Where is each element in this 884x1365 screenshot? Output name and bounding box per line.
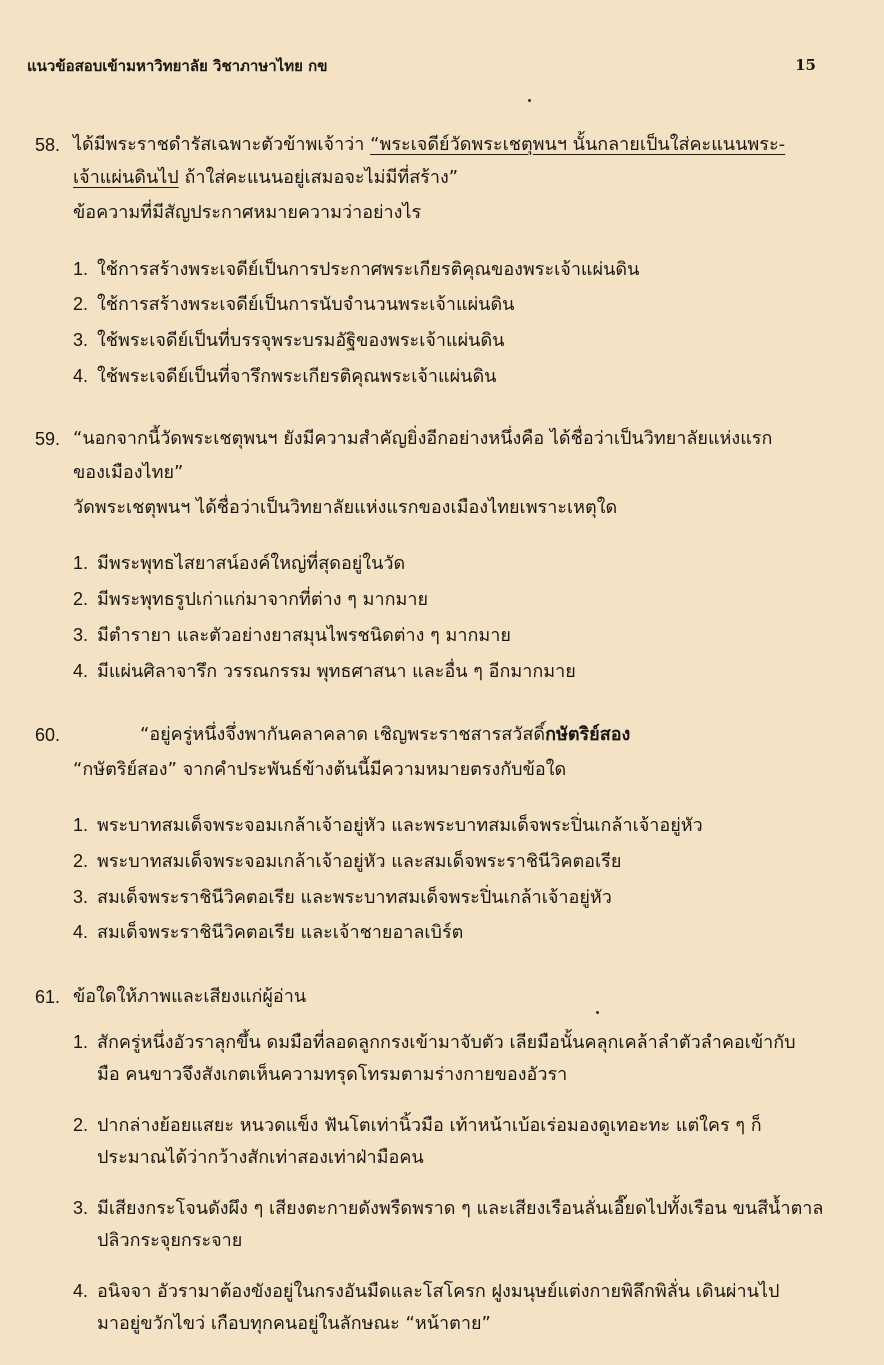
option-number: 4.	[73, 922, 89, 942]
question-stem-line	[73, 132, 785, 158]
underlined-phrase: “พระเจดีย์วัดพระเชตุพนฯ นั้นกลายเป็นใส่คะแนนพระ-	[370, 134, 786, 155]
answer-option	[73, 291, 514, 318]
option-text: ใช้การสร้างพระเจดีย์เป็นการนับจำนวนพระเจ้าแผ่นดิน	[97, 294, 515, 315]
page-number: 15	[795, 56, 816, 74]
option-number: 2.	[73, 1115, 89, 1135]
answer-option	[73, 658, 576, 685]
bold-phrase: กษัตริย์สอง	[545, 724, 631, 745]
option-text: พระบาทสมเด็จพระจอมเกล้าเจ้าอยู่หัว และสมเด็จพระราชินีวิคตอเรีย	[97, 851, 622, 872]
option-text: มีพระพุทธรูปเก่าแก่มาจากที่ต่าง ๆ มากมาย	[97, 589, 429, 610]
question-number: 59.	[35, 429, 61, 449]
stem-text: ถ้าใส่คะแนนอยู่เสมอจะไม่มีที่สร้าง”	[178, 167, 459, 188]
answer-option	[73, 884, 612, 911]
option-text: ใช้การสร้างพระเจดีย์เป็นการประกาศพระเกียรติคุณของพระเจ้าแผ่นดิน	[97, 259, 640, 280]
question-stem-line: ของเมืองไทย”	[73, 462, 184, 483]
stem-text: ได้มีพระราชดำรัสเฉพาะตัวข้าพเจ้าว่า	[73, 134, 371, 155]
question-prompt: วัดพระเชตุพนฯ ได้ชื่อว่าเป็นวิทยาลัยแห่งแรกของเมืองไทยเพราะเหตุใด	[73, 497, 618, 518]
option-line	[73, 1195, 823, 1222]
option-line	[73, 1112, 762, 1139]
answer-option	[73, 586, 428, 613]
answer-option	[73, 812, 703, 839]
option-number: 4.	[73, 366, 89, 386]
question-stem-line: “นอกจากนี้วัดพระเชตุพนฯ ยังมีความสำคัญยิ่งอีกอย่างหนึ่งคือ ได้ชื่อว่าเป็นวิทยาลัยแห่งแรก	[73, 428, 773, 449]
running-header-title: แนวข้อสอบเข้ามหาวิทยาลัย วิชาภาษาไทย กข	[27, 57, 328, 75]
option-number: 3.	[73, 625, 89, 645]
answer-option	[73, 256, 639, 283]
option-number: 3.	[73, 330, 89, 350]
question-stem-line	[140, 722, 630, 748]
option-number: 1.	[73, 553, 89, 573]
question-prompt: ข้อความที่มีสัญประกาศหมายความว่าอย่างไร	[73, 202, 422, 223]
option-text: สมเด็จพระราชินีวิคตอเรีย และเจ้าชายอาลเบิร์ต	[97, 922, 464, 943]
option-text: มีพระพุทธไสยาสน์องค์ใหญ่ที่สุดอยู่ในวัด	[97, 553, 406, 574]
option-line: ปลิวกระจุยกระจาย	[97, 1230, 243, 1251]
option-text: ปากล่างย้อยแสยะ หนวดแข็ง ฟันโตเท่านิ้วมือ เท้าหน้าเบ้อเร่อมองดูเทอะทะ แต่ใคร ๆ ก็	[97, 1115, 762, 1136]
option-line: มือ คนขาวจึงสังเกตเห็นความทรุดโทรมตามร่างกายของอัวรา	[97, 1064, 568, 1085]
print-speck	[528, 99, 531, 102]
option-text: พระบาทสมเด็จพระจอมเกล้าเจ้าอยู่หัว และพระบาทสมเด็จพระปิ่นเกล้าเจ้าอยู่หัว	[97, 815, 703, 836]
option-number: 1.	[73, 815, 89, 835]
option-text: อนิจจา อัวรามาต้องขังอยู่ในกรงอันมืดและโสโครก ฝูงมนุษย์แต่งกายพิลึกพิลั่น เดินผ่านไป	[97, 1281, 780, 1302]
option-number: 2.	[73, 589, 89, 609]
option-number: 2.	[73, 851, 89, 871]
question-stem-line	[73, 165, 458, 191]
question-number: 60.	[35, 725, 61, 745]
answer-option	[73, 363, 496, 390]
answer-option	[73, 550, 405, 577]
option-line: มาอยู่ขวักไขว่ เกือบทุกคนอยู่ในลักษณะ “หน้าตาย”	[97, 1313, 491, 1334]
option-line	[73, 1278, 779, 1305]
option-text: สมเด็จพระราชินีวิคตอเรีย และพระบาทสมเด็จพระปิ่นเกล้าเจ้าอยู่หัว	[97, 887, 612, 908]
option-text: มีแผ่นศิลาจารึก วรรณกรรม พุทธศาสนา และอื่น ๆ อีกมากมาย	[97, 661, 576, 682]
option-number: 1.	[73, 259, 89, 279]
print-speck	[596, 1011, 599, 1014]
option-number: 3.	[73, 887, 89, 907]
underlined-phrase: เจ้าแผ่นดินไป	[73, 167, 179, 188]
question-prompt: “กษัตริย์สอง” จากคำประพันธ์ข้างต้นนี้มีความหมายตรงกับข้อใด	[73, 759, 567, 780]
answer-option	[73, 919, 463, 946]
question-number: 61.	[35, 987, 61, 1007]
answer-option	[73, 622, 511, 649]
question-prompt: ข้อใดให้ภาพและเสียงแก่ผู้อ่าน	[73, 986, 307, 1007]
option-number: 4.	[73, 1281, 89, 1301]
option-text: มีตำรายา และตัวอย่างยาสมุนไพรชนิดต่าง ๆ มากมาย	[97, 625, 511, 646]
option-text: สักครู่หนึ่งอัวราลุกขึ้น ดมมือที่ลอดลูกกรงเข้ามาจับตัว เลียมือนั้นคลุกเคล้าลำตัวลำคอเข้ากับ	[97, 1032, 796, 1053]
option-line	[73, 1029, 796, 1056]
option-number: 4.	[73, 661, 89, 681]
answer-option	[73, 327, 504, 354]
option-text: ใช้พระเจดีย์เป็นที่บรรจุพระบรมอัฐิของพระเจ้าแผ่นดิน	[97, 330, 505, 351]
option-text: ใช้พระเจดีย์เป็นที่จารึกพระเกียรติคุณพระเจ้าแผ่นดิน	[97, 366, 497, 387]
answer-option	[73, 848, 621, 875]
option-number: 3.	[73, 1198, 89, 1218]
option-number: 2.	[73, 294, 89, 314]
stem-text: “อยู่ครู่หนึ่งจึ่งพากันคลาคลาด เชิญพระราชสารสวัสดิ์	[140, 724, 546, 745]
option-line: ประมาณได้ว่ากว้างสักเท่าสองเท่าฝ่ามือคน	[97, 1147, 424, 1168]
question-number: 58.	[35, 135, 61, 155]
option-text: มีเสียงกระโจนดังผึง ๆ เสียงตะกายดังพรืดพราด ๆ และเสียงเรือนลั่นเอี๊ยดไปทั้งเรือน ขนสีน้ำตาล	[97, 1198, 824, 1219]
option-number: 1.	[73, 1032, 89, 1052]
